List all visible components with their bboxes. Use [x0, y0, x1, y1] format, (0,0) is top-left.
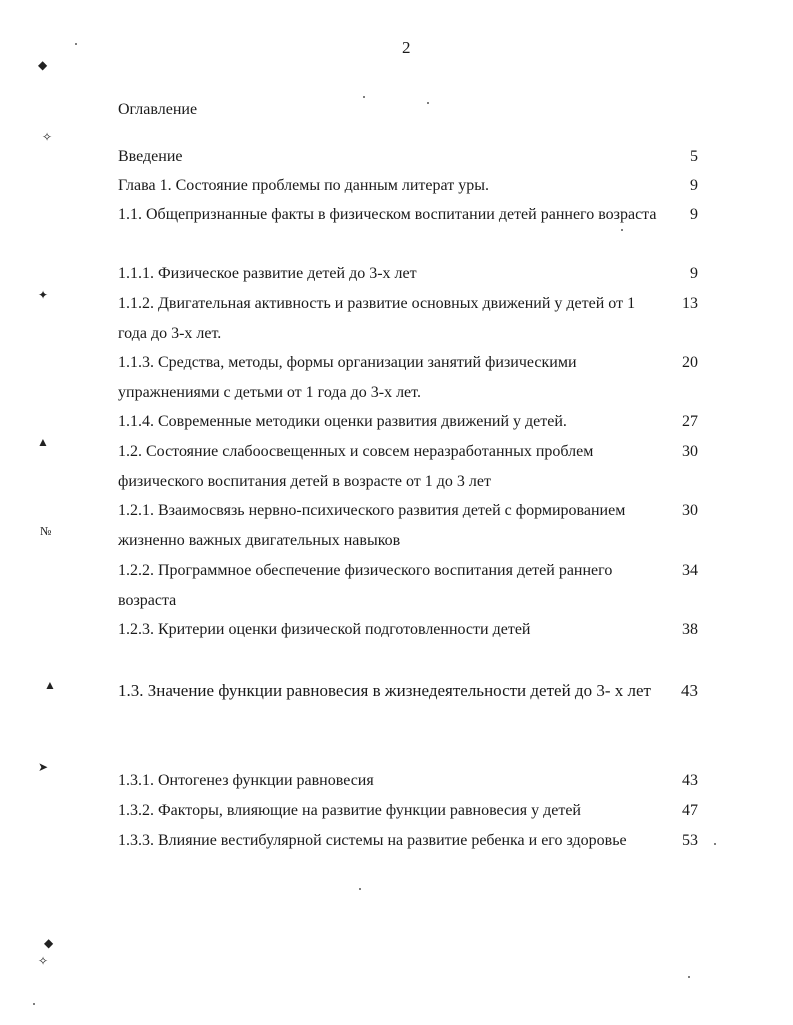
scan-artifact: ◆	[44, 936, 54, 950]
toc-heading: Оглавление	[118, 101, 198, 118]
toc-entry-1-2-3	[118, 615, 698, 645]
toc-entry-1-2-2	[118, 556, 698, 615]
toc-entry-title: 1.2.3. Критерии оценки физической подготовленности детей	[118, 621, 531, 638]
toc-entry-page: 9	[690, 206, 698, 223]
toc-entry-1-3-2	[118, 796, 698, 826]
toc-entry-page: 9	[690, 177, 698, 194]
scan-artifact: №	[40, 524, 52, 538]
scan-artifact: ✧	[38, 954, 49, 968]
scan-artifact: ▲	[44, 678, 56, 692]
toc-entry-title: Введение	[118, 148, 183, 165]
scan-speck	[363, 96, 365, 98]
toc-entry-1-3-3	[118, 826, 698, 856]
toc-entry-1-1	[118, 200, 698, 230]
toc-entry-page: 53	[682, 832, 698, 849]
toc-entry-title: 1.2.1. Взаимосвязь нервно-психического развития детей с формированием жизненно важных двигательных навыков	[118, 502, 626, 549]
toc-entry-page: 43	[681, 681, 698, 700]
toc-entry-page: 9	[690, 265, 698, 282]
scan-speck	[75, 43, 77, 45]
toc-entry-title: 1.1.3. Средства, методы, формы организации занятий физическими упражнениями с детьми от 1 года до 3-х лет.	[118, 354, 577, 401]
toc-entry-page: 30	[682, 502, 698, 519]
toc-entry-title: 1.1.1. Физическое развитие детей до 3-х лет	[118, 265, 417, 282]
toc-entry-page: 34	[682, 562, 698, 579]
toc-entry-title: 1.3.2. Факторы, влияющие на развитие функции равновесия у детей	[118, 802, 581, 819]
toc-entry-1-1-1	[118, 259, 698, 289]
toc-entry-introduction	[118, 142, 698, 172]
toc-entry-1-3	[118, 676, 698, 706]
scan-speck	[33, 1003, 35, 1005]
toc-entry-page: 47	[682, 802, 698, 819]
toc-entry-page: 43	[682, 772, 698, 789]
scan-speck	[621, 229, 623, 231]
toc-entry-title: 1.1.4. Современные методики оценки развития движений у детей.	[118, 413, 567, 430]
page-number: 2	[402, 38, 411, 57]
toc-entry-1-2-1	[118, 496, 698, 555]
toc-entry-title: 1.3.3. Влияние вестибулярной системы на развитие ребенка и его здоровье	[118, 832, 627, 849]
toc-entry-title: 1.1.2. Двигательная активность и развитие основных движений у детей от 1 года до 3-х лет.	[118, 295, 636, 342]
toc-entry-1-1-4	[118, 407, 698, 437]
scan-speck	[427, 102, 429, 104]
toc-entry-page: 30	[682, 443, 698, 460]
toc-entry-title: 1.1. Общепризнанные факты в физическом воспитании детей раннего возраста	[118, 206, 657, 223]
toc-entry-title: Глава 1. Состояние проблемы по данным литерат уры.	[118, 177, 489, 194]
scan-artifact: ▲	[37, 435, 49, 449]
scan-artifact: ✦	[38, 288, 49, 302]
toc-entry-1-2	[118, 437, 698, 496]
toc-entry-chapter-1	[118, 171, 698, 201]
toc-entry-1-1-3	[118, 348, 698, 407]
scan-artifact: ◆	[38, 58, 48, 72]
scan-speck	[714, 843, 716, 845]
toc-entry-page: 5	[690, 148, 698, 165]
toc-entry-page: 27	[682, 413, 698, 430]
scan-speck	[359, 888, 361, 890]
toc-entry-page: 38	[682, 621, 698, 638]
toc-entry-page: 13	[682, 295, 698, 312]
toc-entry-1-1-2	[118, 289, 698, 348]
toc-entry-page: 20	[682, 354, 698, 371]
toc-entry-title: 1.2. Состояние слабоосвещенных и совсем неразработанных проблем физического воспитания детей в возрасте от 1 до 3 лет	[118, 443, 594, 490]
toc-entry-title: 1.3. Значение функции равновесия в жизнедеятельности детей до 3- х лет	[118, 681, 651, 700]
toc-entry-title: 1.3.1. Онтогенез функции равновесия	[118, 772, 374, 789]
toc-entry-title: 1.2.2. Программное обеспечение физического воспитания детей раннего возраста	[118, 562, 613, 609]
toc-entry-1-3-1	[118, 766, 698, 796]
scan-artifact: ✧	[42, 130, 53, 144]
scan-artifact: ➤	[38, 760, 49, 774]
scan-speck	[688, 976, 690, 978]
